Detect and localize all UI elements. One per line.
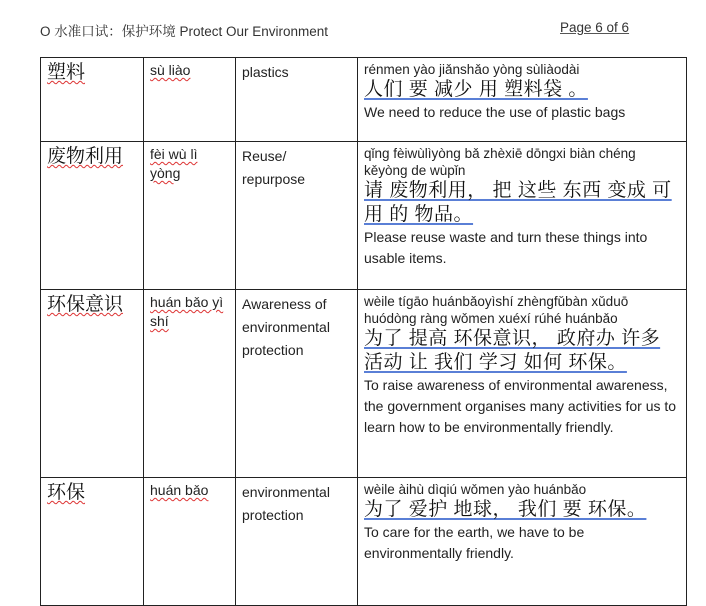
example-cell [358,478,687,606]
english-cell [236,290,358,478]
vocab-hanzi: 塑料 [47,62,86,83]
vocab-hanzi: 环保意识 [47,294,124,315]
vocabulary-table [40,57,687,606]
pinyin-cell [144,142,236,290]
vocab-hanzi: 环保 [47,482,86,503]
page-number: Page 6 of 6 [560,20,630,35]
english-cell [236,478,358,606]
table-row [41,142,687,290]
vocab-pinyin: huán bǎo [150,482,209,498]
example-english: To raise awareness of environmental awareness, the government organises many activities for us to learn how to be environmentally friendly. [364,377,677,435]
table-row [41,290,687,478]
example-cell [358,290,687,478]
example-hanzi: 为了 提高 环保意识， 政府办 许多 活动 让 我们 学习 如何 环保。 [364,328,661,373]
vocab-english: environmental protection [242,484,330,523]
pinyin-cell [144,58,236,142]
example-english: We need to reduce the use of plastic bags [364,104,626,120]
table-row [41,478,687,606]
example-pinyin: wèile tígāo huánbǎoyìshí zhèngfǔbàn xǔduō huódòng ràng wǒmen xuéxí rúhé huánbǎo [364,294,629,326]
vocab-pinyin: huán bǎo yì shí [150,294,224,329]
example-hanzi: 为了 爱护 地球， 我们 要 环保。 [364,499,647,520]
pinyin-cell [144,478,236,606]
example-pinyin: wèile àihù dìqiú wǒmen yào huánbǎo [364,482,587,497]
vocab-pinyin: fèi wù lì yòng [150,146,198,181]
hanzi-cell [41,290,144,478]
vocab-english: Awareness of environmental protection [242,296,330,358]
page-header [40,20,670,42]
english-cell [236,58,358,142]
example-cell [358,142,687,290]
example-hanzi: 人们 要 减少 用 塑料袋 。 [364,79,588,100]
hanzi-cell [41,58,144,142]
example-cell [358,58,687,142]
hanzi-cell [41,142,144,290]
vocab-english: plastics [242,64,289,80]
example-hanzi: 请 废物利用， 把 这些 东西 变成 可用 的 物品。 [364,180,672,225]
example-pinyin: rénmen yào jiǎnshǎo yòng sùliàodài [364,62,580,77]
vocab-pinyin: sù liào [150,62,191,78]
hanzi-cell [41,478,144,606]
vocab-english: Reuse/ repurpose [242,148,306,187]
table-row [41,58,687,142]
example-english: To care for the earth, we have to be environmentally friendly. [364,524,585,561]
example-english: Please reuse waste and turn these things into usable items. [364,229,648,266]
pinyin-cell [144,290,236,478]
english-cell [236,142,358,290]
document-title: O 水准口试：保护环境 Protect Our Environment [40,24,329,39]
example-pinyin: qǐng fèiwùlìyòng bǎ zhèxiē dōngxi biàn chéng kěyòng de wùpǐn [364,146,636,178]
vocab-hanzi: 废物利用 [47,146,124,167]
